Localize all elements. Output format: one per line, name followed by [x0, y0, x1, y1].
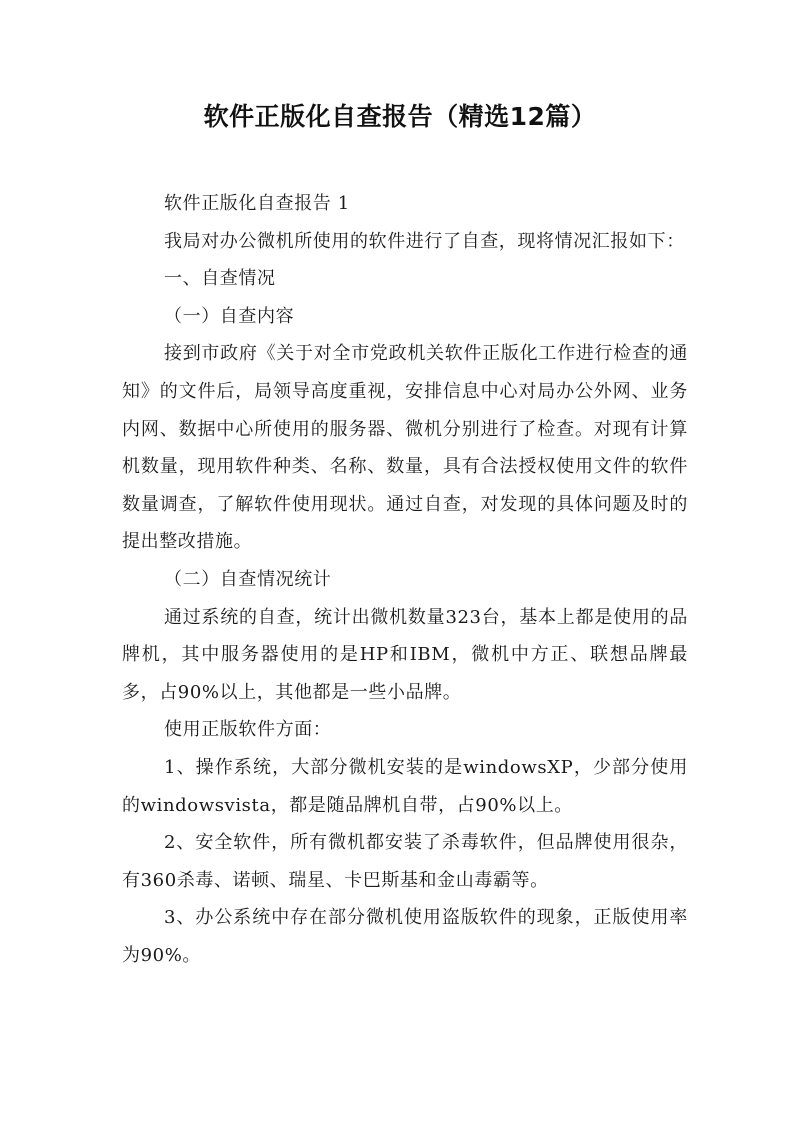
genuine-software-heading: 使用正版软件方面： — [164, 719, 332, 741]
subsection-heading-content: （一）自查内容 — [164, 305, 295, 327]
subsection-heading-statistics: （二）自查情况统计 — [164, 568, 332, 590]
document-title: 软件正版化自查报告（精选12篇） — [203, 102, 597, 131]
item-office-system: 3、办公系统中存在部分微机使用盗版软件的现象，正版使用率为90%。 — [122, 907, 688, 966]
item-security-software: 2、安全软件，所有微机都安装了杀毒软件，但品牌使用很杂，有360杀毒、诺顿、瑞星、卡巴斯基和金山毒霸等。 — [122, 832, 688, 891]
item-operating-system: 1、操作系统，大部分微机安装的是windowsXP，少部分使用的windowsvista，都是随品牌机自带，占90%以上。 — [122, 756, 688, 816]
content-paragraph: 接到市政府《关于对全市党政机关软件正版化工作进行检查的通知》的文件后，局领导高度重视，安排信息中心对局办公外网、业务内网、数据中心所使用的服务器、微机分别进行了检查。对现有计算机数量，现用软件种类、名称、数量，具有合法授权使用文件的软件数量调查，了解软件使用现状。通过自查，对发现的具体问题及时的提出整改措施。 — [122, 343, 688, 553]
intro-paragraph: 我局对办公微机所使用的软件进行了自查，现将情况汇报如下： — [164, 230, 685, 252]
report-heading: 软件正版化自查报告 1 — [164, 193, 350, 214]
document-body — [122, 185, 688, 974]
section-heading-self-check: 一、自查情况 — [164, 268, 276, 290]
statistics-paragraph: 通过系统的自查，统计出微机数量323台，基本上都是使用的品牌机，其中服务器使用的是HP和IBM，微机中方正、联想品牌最多，占90%以上，其他都是一些小品牌。 — [122, 606, 688, 703]
